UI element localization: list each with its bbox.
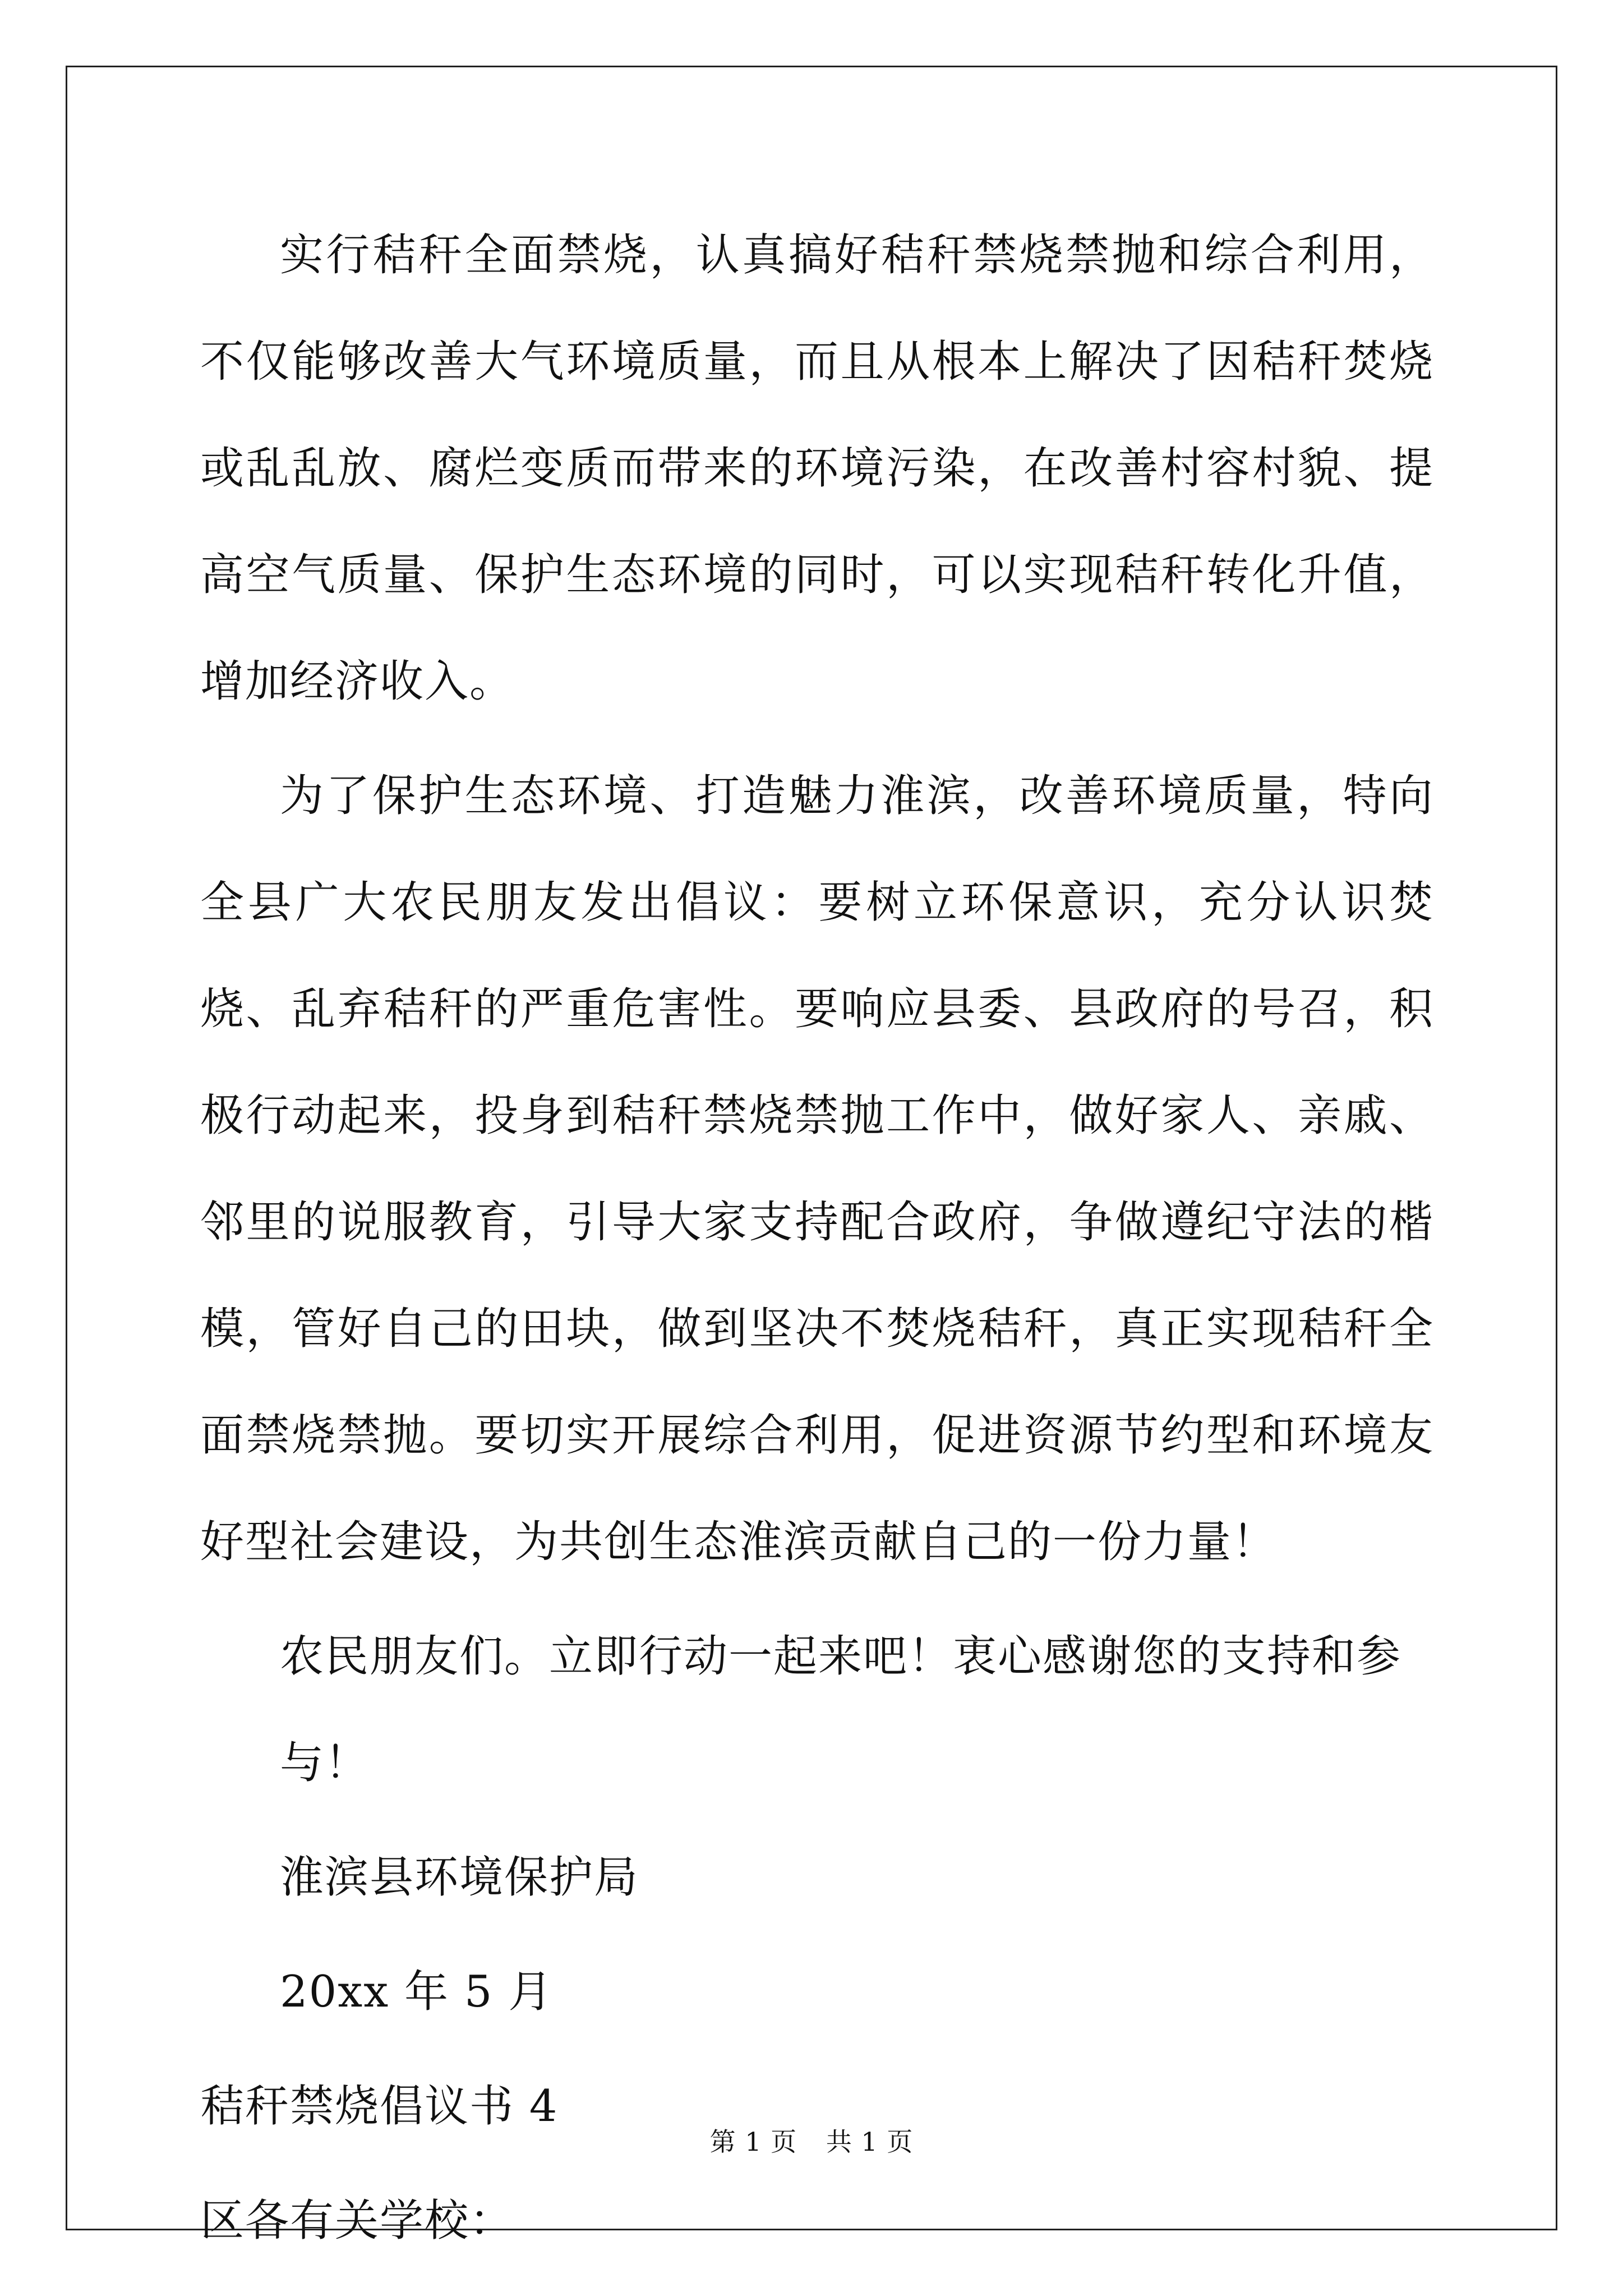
closing-line: 农民朋友们。立即行动一起来吧！衷心感谢您的支持和参与！ <box>280 1631 1402 1788</box>
date-line: 20xx 年 5 月 <box>280 1967 554 2017</box>
section-title: 秸秆禁烧倡议书 4 <box>200 2081 559 2132</box>
paragraph-1: 实行秸秆全面禁烧，认真搞好秸秆禁烧禁抛和综合利用，不仅能够改善大气环境质量，而且从根本上解决了因秸秆焚烧或乱乱放、腐烂变质而带来的环境污染，在改善村容村貌、提高空气质量、保护生态环境的同时，可以实现秸秆转化升值，增加经济收入。 <box>200 230 1434 707</box>
document-body <box>200 202 1434 2282</box>
page-number-total: 共 1 页 <box>826 2127 914 2157</box>
salutation: 区各有关学校： <box>200 2196 515 2246</box>
signature: 淮滨县环境保护局 <box>280 1852 639 1903</box>
paragraph-2: 为了保护生态环境、打造魅力淮滨，改善环境质量，特向全县广大农民朋友发出倡议：要树立环保意识，充分认识焚烧、乱弃秸秆的严重危害性。要响应县委、县政府的号召，积极行动起来，投身到秸秆禁烧禁抛工作中，做好家人、亲戚、邻里的说服教育，引导大家支持配合政府，争做遵纪守法的楷模，管好自己的田块，做到坚决不焚烧秸秆，真正实现秸秆全面禁烧禁抛。要切实开展综合利用，促进资源节约型和环境友好型社会建设，为共创生态淮滨贡献自己的一份力量！ <box>200 771 1434 1567</box>
page-footer <box>0 2122 1623 2159</box>
page-number-current: 第 1 页 <box>709 2127 797 2157</box>
